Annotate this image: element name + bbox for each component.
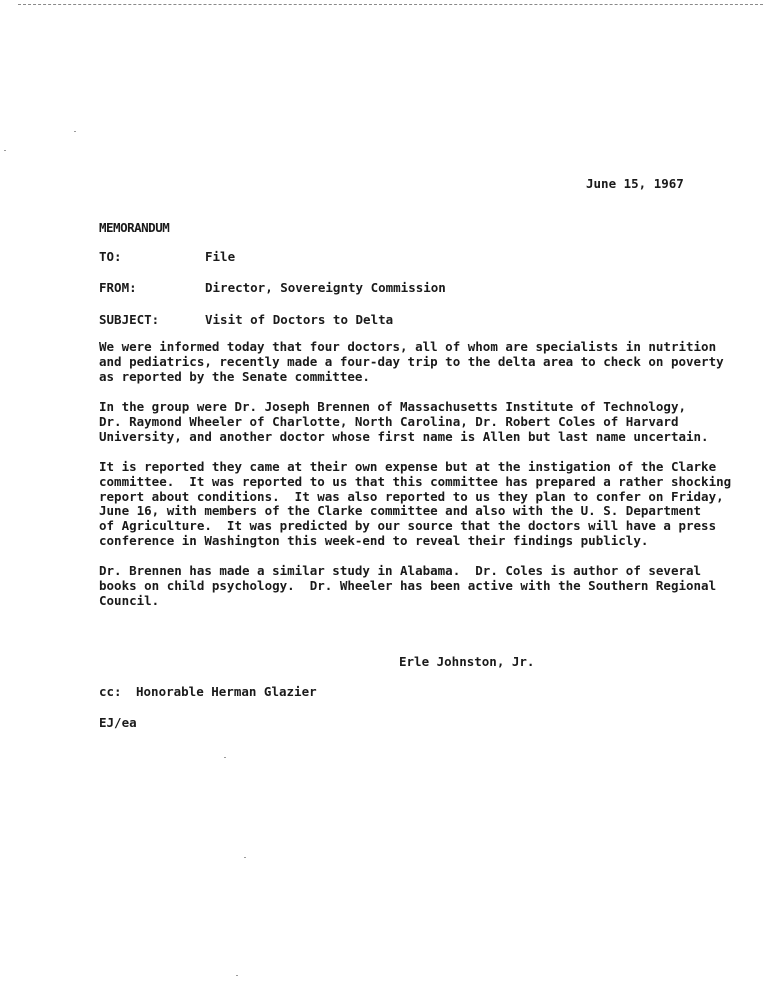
- body-line: It is reported they came at their own expense but at the instigation of the Clarke: [99, 459, 717, 474]
- body-paragraph-1: [99, 340, 724, 384]
- top-edge-rule: [18, 4, 763, 5]
- body-paragraph-2: [99, 400, 709, 444]
- body-paragraph-4: [99, 564, 716, 608]
- to-label: TO:: [99, 249, 122, 264]
- memo-heading: MEMORANDUM: [99, 220, 170, 235]
- body-line: committee. It was reported to us that this committee has prepared a rather shocking: [99, 473, 732, 489]
- body-line: Dr. Raymond Wheeler of Charlotte, North Carolina, Dr. Robert Coles of Harvard: [99, 413, 679, 429]
- body-line: and pediatrics, recently made a four-day trip to the delta area to check on poverty: [99, 353, 724, 369]
- scan-speck: [4, 150, 6, 151]
- scan-speck: [244, 857, 246, 858]
- body-line: Council.: [99, 592, 160, 608]
- to-value: File: [205, 249, 236, 264]
- signature: Erle Johnston, Jr.: [399, 654, 535, 669]
- from-label: FROM:: [99, 280, 137, 295]
- to-line: [99, 249, 235, 264]
- body-line: Dr. Brennen has made a similar study in Alabama. Dr. Coles is author of several: [99, 563, 702, 578]
- body-line: as reported by the Senate committee.: [99, 368, 370, 384]
- subject-label: SUBJECT:: [99, 312, 160, 327]
- from-line: [99, 280, 446, 295]
- body-line: In the group were Dr. Joseph Brennen of Massachusetts Institute of Technology,: [99, 399, 686, 414]
- body-line: report about conditions. It was also reported to us they plan to confer on Friday,: [99, 488, 724, 504]
- body-line: conference in Washington this week-end to reveal their findings publicly.: [99, 532, 649, 548]
- cc-label: cc:: [99, 684, 122, 699]
- memo-date: June 15, 1967: [586, 176, 684, 191]
- body-line: of Agriculture. It was predicted by our source that the doctors will have a press: [99, 518, 717, 534]
- from-value: Director, Sovereignty Commission: [205, 280, 446, 295]
- scan-speck: [224, 757, 226, 758]
- subject-line: [99, 312, 393, 327]
- scan-speck: [236, 975, 238, 976]
- subject-value: Visit of Doctors to Delta: [205, 312, 394, 327]
- body-line: books on child psychology. Dr. Wheeler has been active with the Southern Regional: [99, 577, 717, 593]
- cc-value: Honorable Herman Glazier: [136, 684, 317, 699]
- body-paragraph-3: [99, 460, 731, 549]
- body-line: June 16, with members of the Clarke committee and also with the U. S. Department: [99, 503, 702, 519]
- typist-initials: EJ/ea: [99, 715, 137, 730]
- body-line: University, and another doctor whose first name is Allen but last name uncertain.: [99, 428, 709, 444]
- cc-line: [99, 684, 317, 699]
- scan-speck: [74, 131, 76, 132]
- body-line: We were informed today that four doctors, all of whom are specialists in nutrition: [99, 339, 717, 354]
